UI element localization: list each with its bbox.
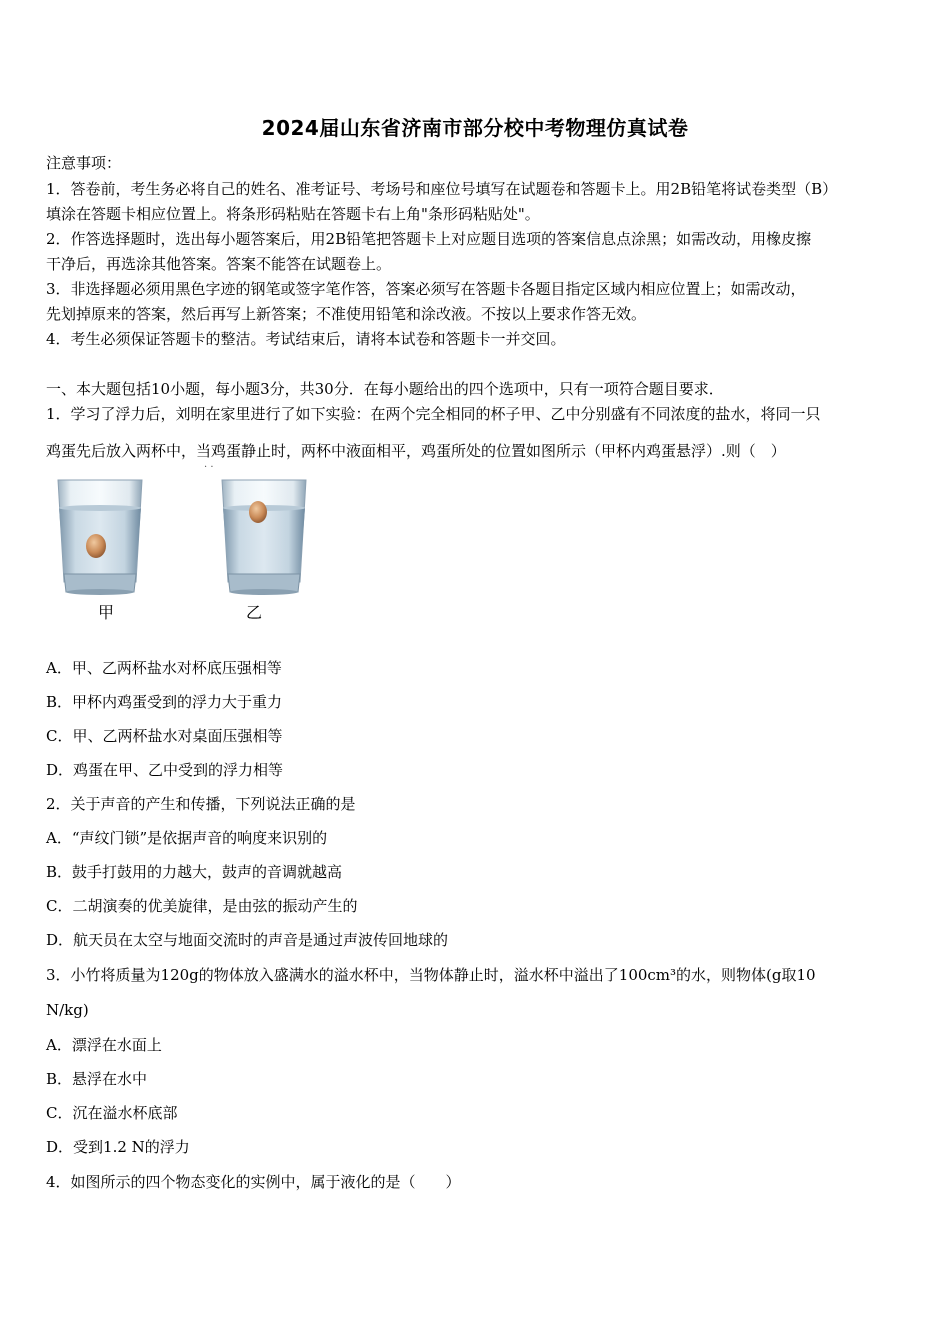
question-1-option-c: C．甲、乙两杯盐水对桌面压强相等 <box>46 727 283 745</box>
question-3-option-d: D．受到1.2 N的浮力 <box>46 1138 190 1156</box>
notice-line: 3．非选择题必须用黑色字迹的钢笔或签字笔作答，答案必须写在答题卡各题目指定区域内相应位置上；如需改动， <box>46 280 806 298</box>
notice-line: 干净后，再选涂其他答案。答案不能答在试题卷上。 <box>46 255 392 273</box>
question-3-option-c: C．沉在溢水杯底部 <box>46 1104 178 1122</box>
question-3-option-b: B．悬浮在水中 <box>46 1070 148 1088</box>
question-2-option-c: C．二胡演奏的优美旋律，是由弦的振动产生的 <box>46 897 358 915</box>
notice-line: 4．考生必须保证答题卡的整洁。考试结束后，请将本试卷和答题卡一并交回。 <box>46 330 566 348</box>
page-title: 2024届山东省济南市部分校中考物理仿真试卷 <box>261 116 689 140</box>
question-2-option-b: B．鼓手打鼓用的力越大，鼓声的音调就越高 <box>46 863 343 881</box>
figure-label-yi: 乙 <box>246 603 263 622</box>
section-heading: 一、本大题包括10小题，每小题3分，共30分．在每小题给出的四个选项中，只有一项符合题目要求． <box>46 380 724 398</box>
notice-line: 2．作答选择题时，选出每小题答案后，用2B铅笔把答题卡上对应题目选项的答案信息点涂黑；如需改动，用橡皮擦 <box>46 230 812 248</box>
question-2-option-a: A．“声纹门锁”是依据声音的响度来识别的 <box>46 829 328 847</box>
question-1-option-b: B．甲杯内鸡蛋受到的浮力大于重力 <box>46 693 283 711</box>
question-3-stem-cont: N/kg) <box>46 1001 89 1019</box>
question-1-option-d: D．鸡蛋在甲、乙中受到的浮力相等 <box>46 761 284 779</box>
question-4-stem: 4．如图所示的四个物态变化的实例中，属于液化的是（ ） <box>46 1173 461 1191</box>
question-2-option-d: D．航天员在太空与地面交流时的声音是通过声波传回地球的 <box>46 931 449 949</box>
question-1-stem: 1．学习了浮力后，刘明在家里进行了如下实验：在两个完全相同的杯子甲、乙中分别盛有不同浓度的盐水，将同一只 <box>46 405 821 423</box>
question-3-option-a: A．漂浮在水面上 <box>46 1036 162 1054</box>
notice-line: 填涂在答题卡相应位置上。将条形码粘贴在答题卡右上角"条形码粘贴处"。 <box>46 205 540 223</box>
glass-jia-figure <box>54 478 146 596</box>
glass-yi-figure <box>218 478 310 596</box>
notice-line: 1．答卷前，考生务必将自己的姓名、准考证号、考场号和座位号填写在试题卷和答题卡上。用2B铅笔将试卷类型（B） <box>46 180 838 198</box>
question-2-stem: 2．关于声音的产生和传播，下列说法正确的是 <box>46 795 356 813</box>
notice-heading: 注意事项： <box>46 154 122 172</box>
question-1-stem-cont: 鸡蛋先后放入两杯中，当鸡蛋静止时，两杯中液面相平，鸡蛋所处的位置如图所示（甲杯内鸡蛋悬浮）.则（ ） <box>46 442 786 460</box>
figure-label-jia: 甲 <box>98 603 115 622</box>
notice-line: 先划掉原来的答案，然后再写上新答案；不准使用铅笔和涂改液。不按以上要求作答无效。 <box>46 305 647 323</box>
question-1-option-a: A．甲、乙两杯盐水对杯底压强相等 <box>46 659 282 677</box>
stray-dot: · · <box>204 462 214 473</box>
question-3-stem: 3．小竹将质量为120g的物体放入盛满水的溢水杯中，当物体静止时，溢水杯中溢出了100cm³的水，则物体(g取10 <box>46 966 816 984</box>
